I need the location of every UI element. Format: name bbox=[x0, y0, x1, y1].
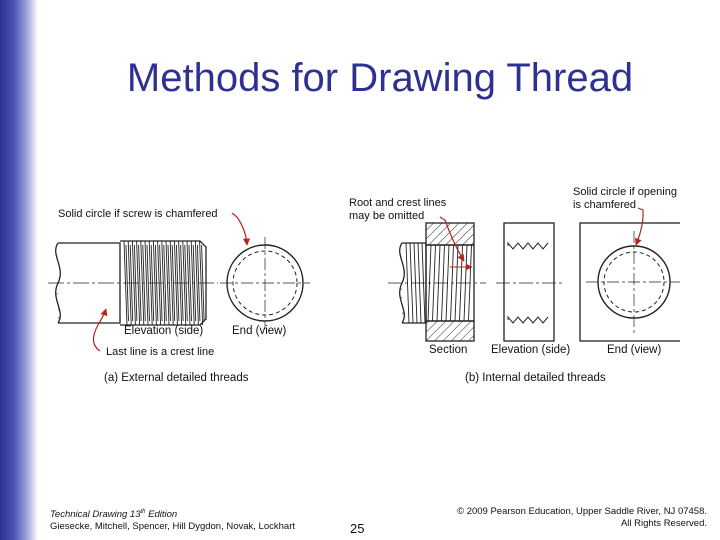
footer-authors: Giesecke, Mitchell, Spencer, Hill Dygdon, Novak, Lockhart bbox=[50, 521, 295, 533]
internal-thread-section bbox=[388, 223, 486, 341]
note-root-2: may be omitted bbox=[349, 210, 425, 222]
label-int-end: End (view) bbox=[607, 344, 662, 356]
note-chamfer: Solid circle if screw is chamfered bbox=[58, 208, 218, 220]
note-opening-1: Solid circle if opening bbox=[573, 186, 677, 198]
note-crest: Last line is a crest line bbox=[106, 346, 215, 358]
leader-opening bbox=[636, 208, 643, 245]
internal-thread-end-view bbox=[580, 223, 680, 341]
leader-chamfer bbox=[232, 213, 247, 245]
footer-copyright-line1: © 2009 Pearson Education, Upper Saddle River, NJ 07458. bbox=[457, 506, 707, 517]
footer-edition-sup: th bbox=[140, 509, 146, 515]
caption-internal: (b) Internal detailed threads bbox=[465, 372, 606, 384]
internal-thread-elevation bbox=[496, 223, 562, 341]
label-ext-end: End (view) bbox=[232, 325, 287, 337]
leader-crest bbox=[93, 309, 106, 351]
label-ext-elevation: Elevation (side) bbox=[124, 325, 204, 337]
sidebar-gradient bbox=[0, 0, 38, 540]
slide-title: Methods for Drawing Thread bbox=[126, 56, 634, 100]
footer-copyright bbox=[457, 506, 707, 530]
note-root-1: Root and crest lines bbox=[349, 197, 447, 209]
footer-citation bbox=[50, 506, 295, 533]
footer-book: Technical Drawing 13 bbox=[50, 509, 141, 521]
label-int-elevation: Elevation (side) bbox=[491, 344, 571, 356]
footer-copyright-line2: All Rights Reserved. bbox=[620, 518, 707, 529]
thread-diagram bbox=[40, 175, 680, 390]
caption-external: (a) External detailed threads bbox=[104, 372, 249, 384]
page-number: 25 bbox=[350, 521, 365, 536]
footer-edition: Edition bbox=[145, 509, 178, 521]
label-int-section: Section bbox=[429, 344, 468, 356]
external-thread-end-view bbox=[220, 237, 310, 329]
external-thread-elevation bbox=[48, 241, 218, 325]
note-opening-2: is chamfered bbox=[573, 199, 636, 211]
